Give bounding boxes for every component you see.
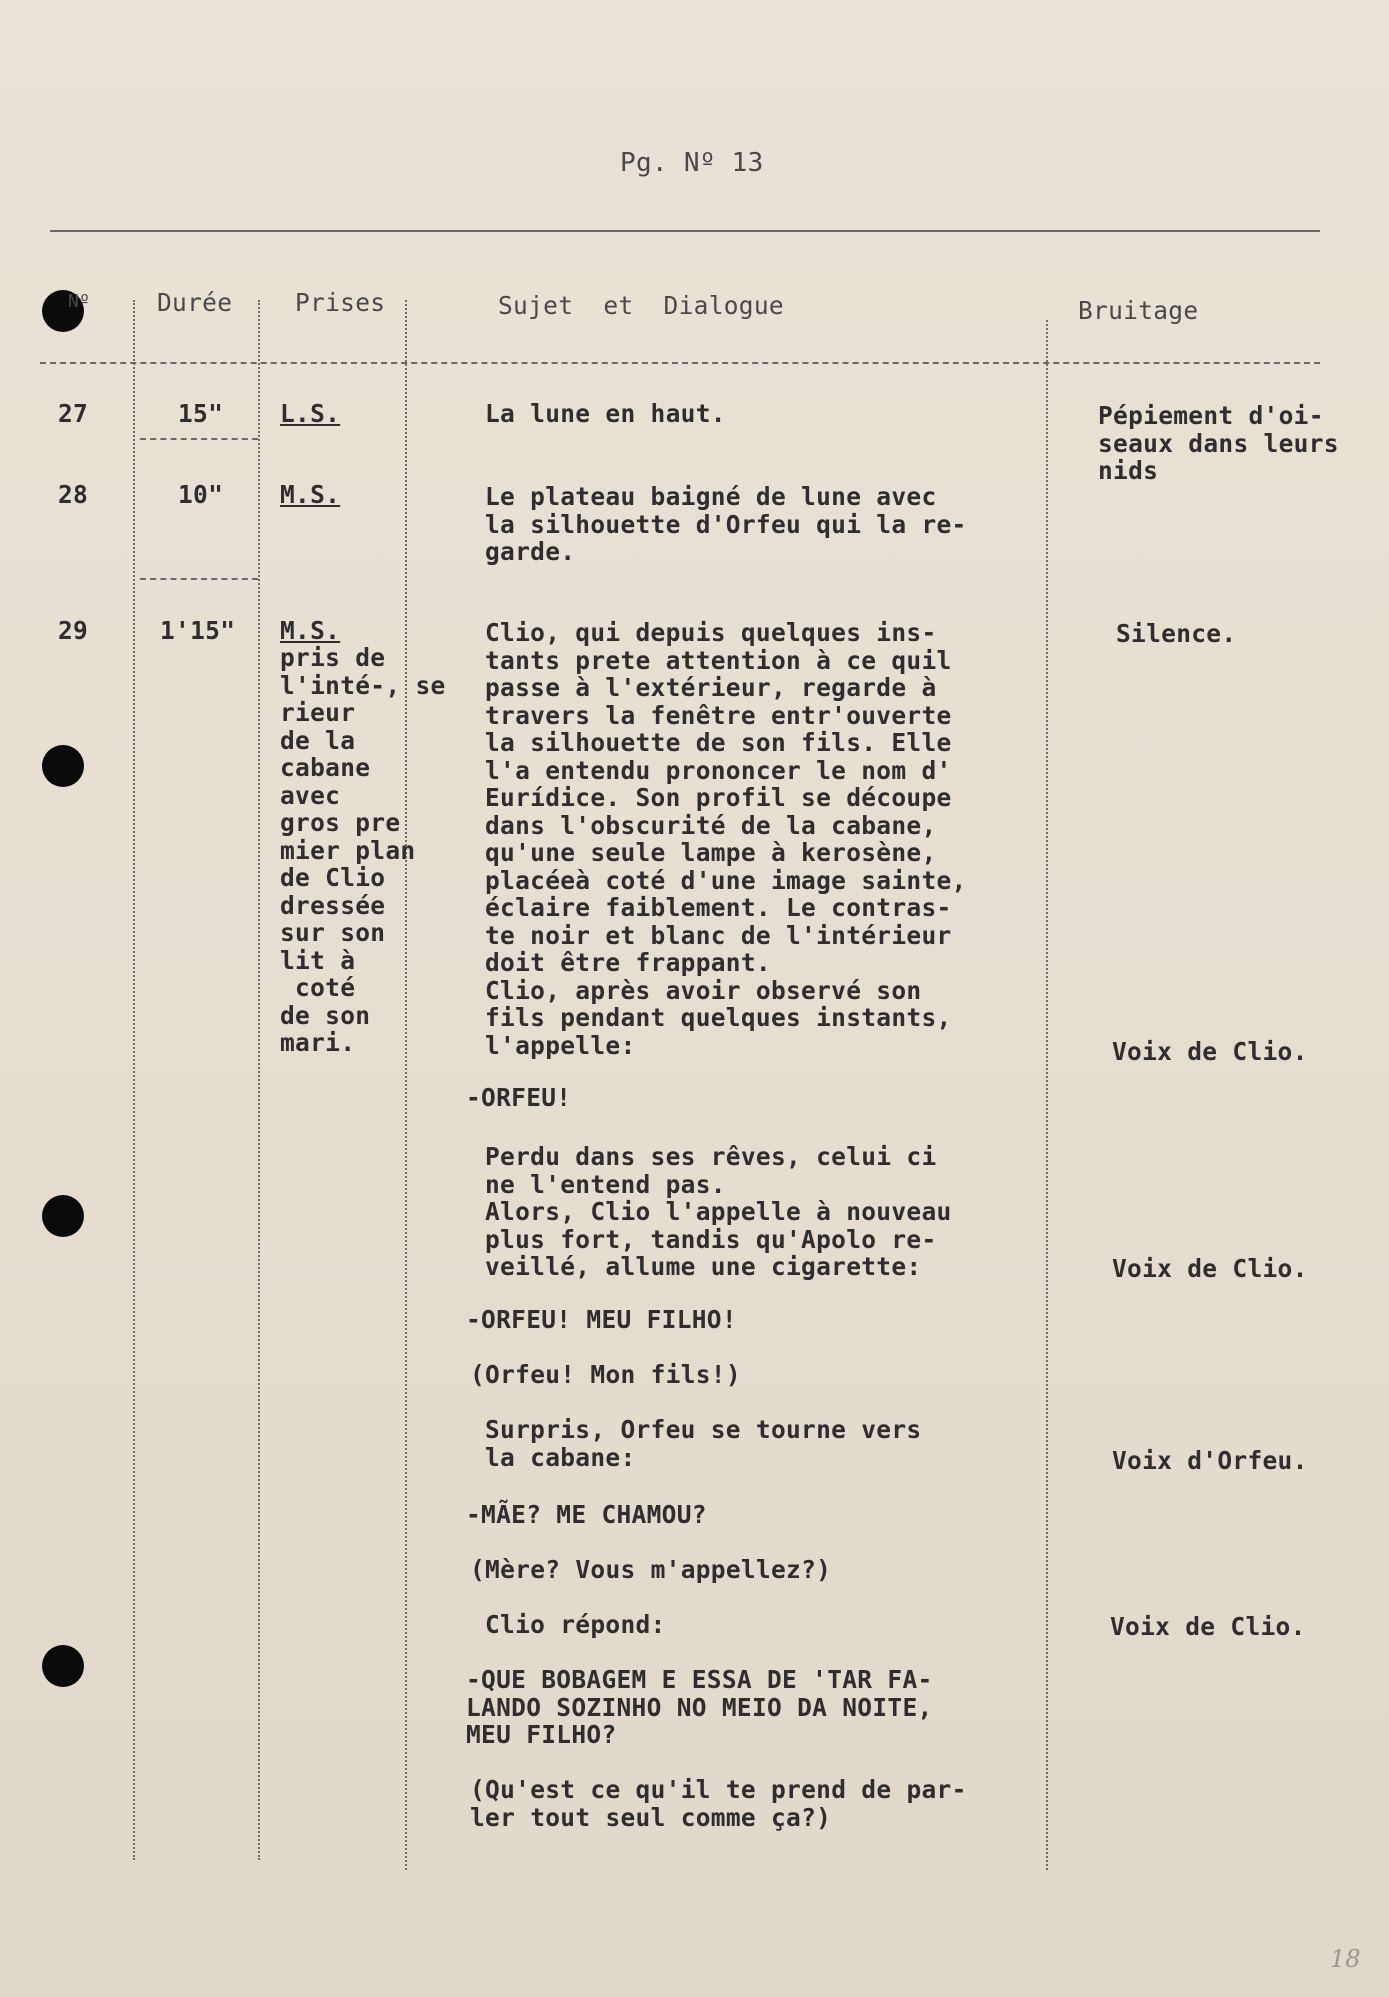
header-sujet: Sujet et Dialogue [498, 291, 784, 320]
scene-27-bruitage: Pépiement d'oi- seaux dans leurs nids [1098, 401, 1339, 485]
scene-28-sujet: Le plateau baigné de lune avec la silhouette d'Orfeu qui la re- garde. [485, 482, 967, 566]
top-rule [50, 230, 1320, 232]
scene-29-duree: 1'15" [160, 616, 236, 645]
duree-divider-27 [140, 438, 258, 440]
scene-29-prises-detail: pris de l'inté-, se rieur de la cabane avec gros pre mier plan de Clio dressée sur son lit à coté de son mari. [280, 643, 446, 1057]
scene-28-number: 28 [58, 480, 89, 509]
bruitage-cue-1: Voix de Clio. [1112, 1037, 1308, 1066]
dialogue-9: -QUE BOBAGEM E ESSA DE 'TAR FA- LANDO SOZINHO NO MEIO DA NOITE, MEU FILHO? [466, 1665, 933, 1749]
header-rule [40, 362, 1320, 364]
header-prises: Prises [295, 288, 386, 317]
bruitage-cue-4: Voix de Clio. [1110, 1612, 1306, 1641]
scene-29-prises-head: M.S. [280, 616, 341, 645]
scene-27-number: 27 [58, 399, 89, 428]
column-divider-4 [1046, 320, 1048, 1870]
header-duree: Durée [157, 288, 233, 317]
header-bruitage: Bruitage [1078, 296, 1199, 325]
binder-hole-3 [42, 1195, 84, 1237]
bruitage-cue-2: Voix de Clio. [1112, 1254, 1308, 1283]
page-number-label: Pg. Nº 13 [620, 148, 764, 178]
dialogue-10: (Qu'est ce qu'il te prend de par- ler tout seul comme ça?) [470, 1775, 967, 1832]
dialogue-3: -ORFEU! MEU FILHO! [466, 1305, 737, 1334]
dialogue-2: Perdu dans ses rêves, celui ci ne l'entend pas. Alors, Clio l'appelle à nouveau plus fort, tandis qu'Apolo re- veillé, allume une cigarette: [485, 1142, 952, 1281]
bruitage-cue-3: Voix d'Orfeu. [1112, 1446, 1308, 1475]
header-no: Nº [68, 291, 91, 312]
scene-29-sujet: Clio, qui depuis quelques ins- tants prete attention à ce quil passe à l'extérieur, regarde à travers la fenêtre entr'ouverte la silhouette de son fils. Elle l'a entendu prononcer le nom d' Eurídice. Son profil se découpe dans l'obscurité de la cabane, qu'une seule lampe à kerosène, placéeà coté d'une image sainte, éclaire faiblement. Le contras- te noir et blanc de l'intérieur doit être frappant. Clio, après avoir observé son fils pendant quelques instants, l'appelle: [485, 618, 967, 1060]
dialogue-8: Clio répond: [485, 1610, 666, 1639]
binder-hole-2 [42, 745, 84, 787]
scene-28-duree: 10" [178, 480, 224, 509]
scene-28-prises: M.S. [280, 480, 341, 509]
scene-27-sujet: La lune en haut. [485, 399, 726, 428]
column-divider-2 [258, 300, 260, 1860]
scene-29-number: 29 [58, 616, 89, 645]
column-divider-3 [405, 300, 407, 1870]
binder-hole-4 [42, 1645, 84, 1687]
scene-27-duree: 15" [178, 399, 224, 428]
dialogue-5: Surpris, Orfeu se tourne vers la cabane: [485, 1415, 922, 1472]
scene-29-bruitage: Silence. [1116, 619, 1237, 648]
duree-divider-28 [140, 578, 258, 580]
dialogue-4: (Orfeu! Mon fils!) [470, 1360, 741, 1389]
scene-27-prises: L.S. [280, 399, 341, 428]
corner-page-note: 18 [1330, 1945, 1361, 1973]
dialogue-7: (Mère? Vous m'appellez?) [470, 1555, 832, 1584]
dialogue-1: -ORFEU! [466, 1083, 572, 1112]
dialogue-6: -MÃE? ME CHAMOU? [466, 1500, 707, 1529]
column-divider-1 [133, 300, 135, 1860]
